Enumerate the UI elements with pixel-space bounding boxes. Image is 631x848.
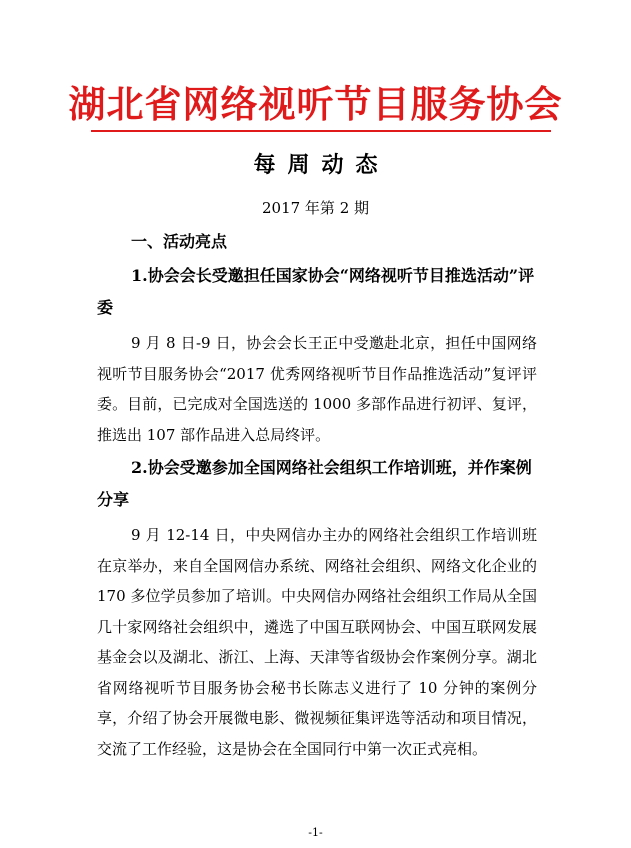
document-body (97, 226, 537, 764)
item-heading-2: 2.协会受邀参加全国网络社会组织工作培训班，并作案例分享 (97, 458, 532, 509)
item-paragraph-1: 9 月 8 日-9 日，协会会长王正中受邀赴北京，担任中国网络视听节目服务协会“2017 优秀网络视听节目作品推选活动”复评评委。目前，已完成对全国选送的 1000 多部作品进行初评、复评，推选出 107 部作品进入总局终评。 (97, 334, 537, 444)
section-heading: 一、活动亮点 (131, 232, 228, 251)
page-number: -1- (308, 826, 323, 839)
header-divider (91, 130, 551, 132)
item-paragraph-2: 9 月 12-14 日，中央网信办主办的网络社会组织工作培训班在京举办，来自全国网信办系统、网络社会组织、网络文化企业的 170 多位学员参加了培训。中央网信办网络社会组织工作局从全国几十家网络社会组织中，遴选了中国互联网协会、中国互联网发展基金会以及湖北、浙江、上海、天津等省级协会作案例分享。湖北省网络视听节目服务协会秘书长陈志义进行了 10 分钟的案例分享，介绍了协会开展微电影、微视频征集评选等活动和项目情况，交流了工作经验，这是协会在全国同行中第一次正式亮相。 (97, 526, 537, 758)
organization-title: 湖北省网络视听节目服务协会 (68, 82, 563, 126)
item-heading-1: 1.协会会长受邀担任国家协会“网络视听节目推选活动”评委 (97, 266, 535, 317)
document-title: 每周动态 (253, 152, 390, 178)
issue-number: 2017 年第 2 期 (261, 199, 370, 217)
